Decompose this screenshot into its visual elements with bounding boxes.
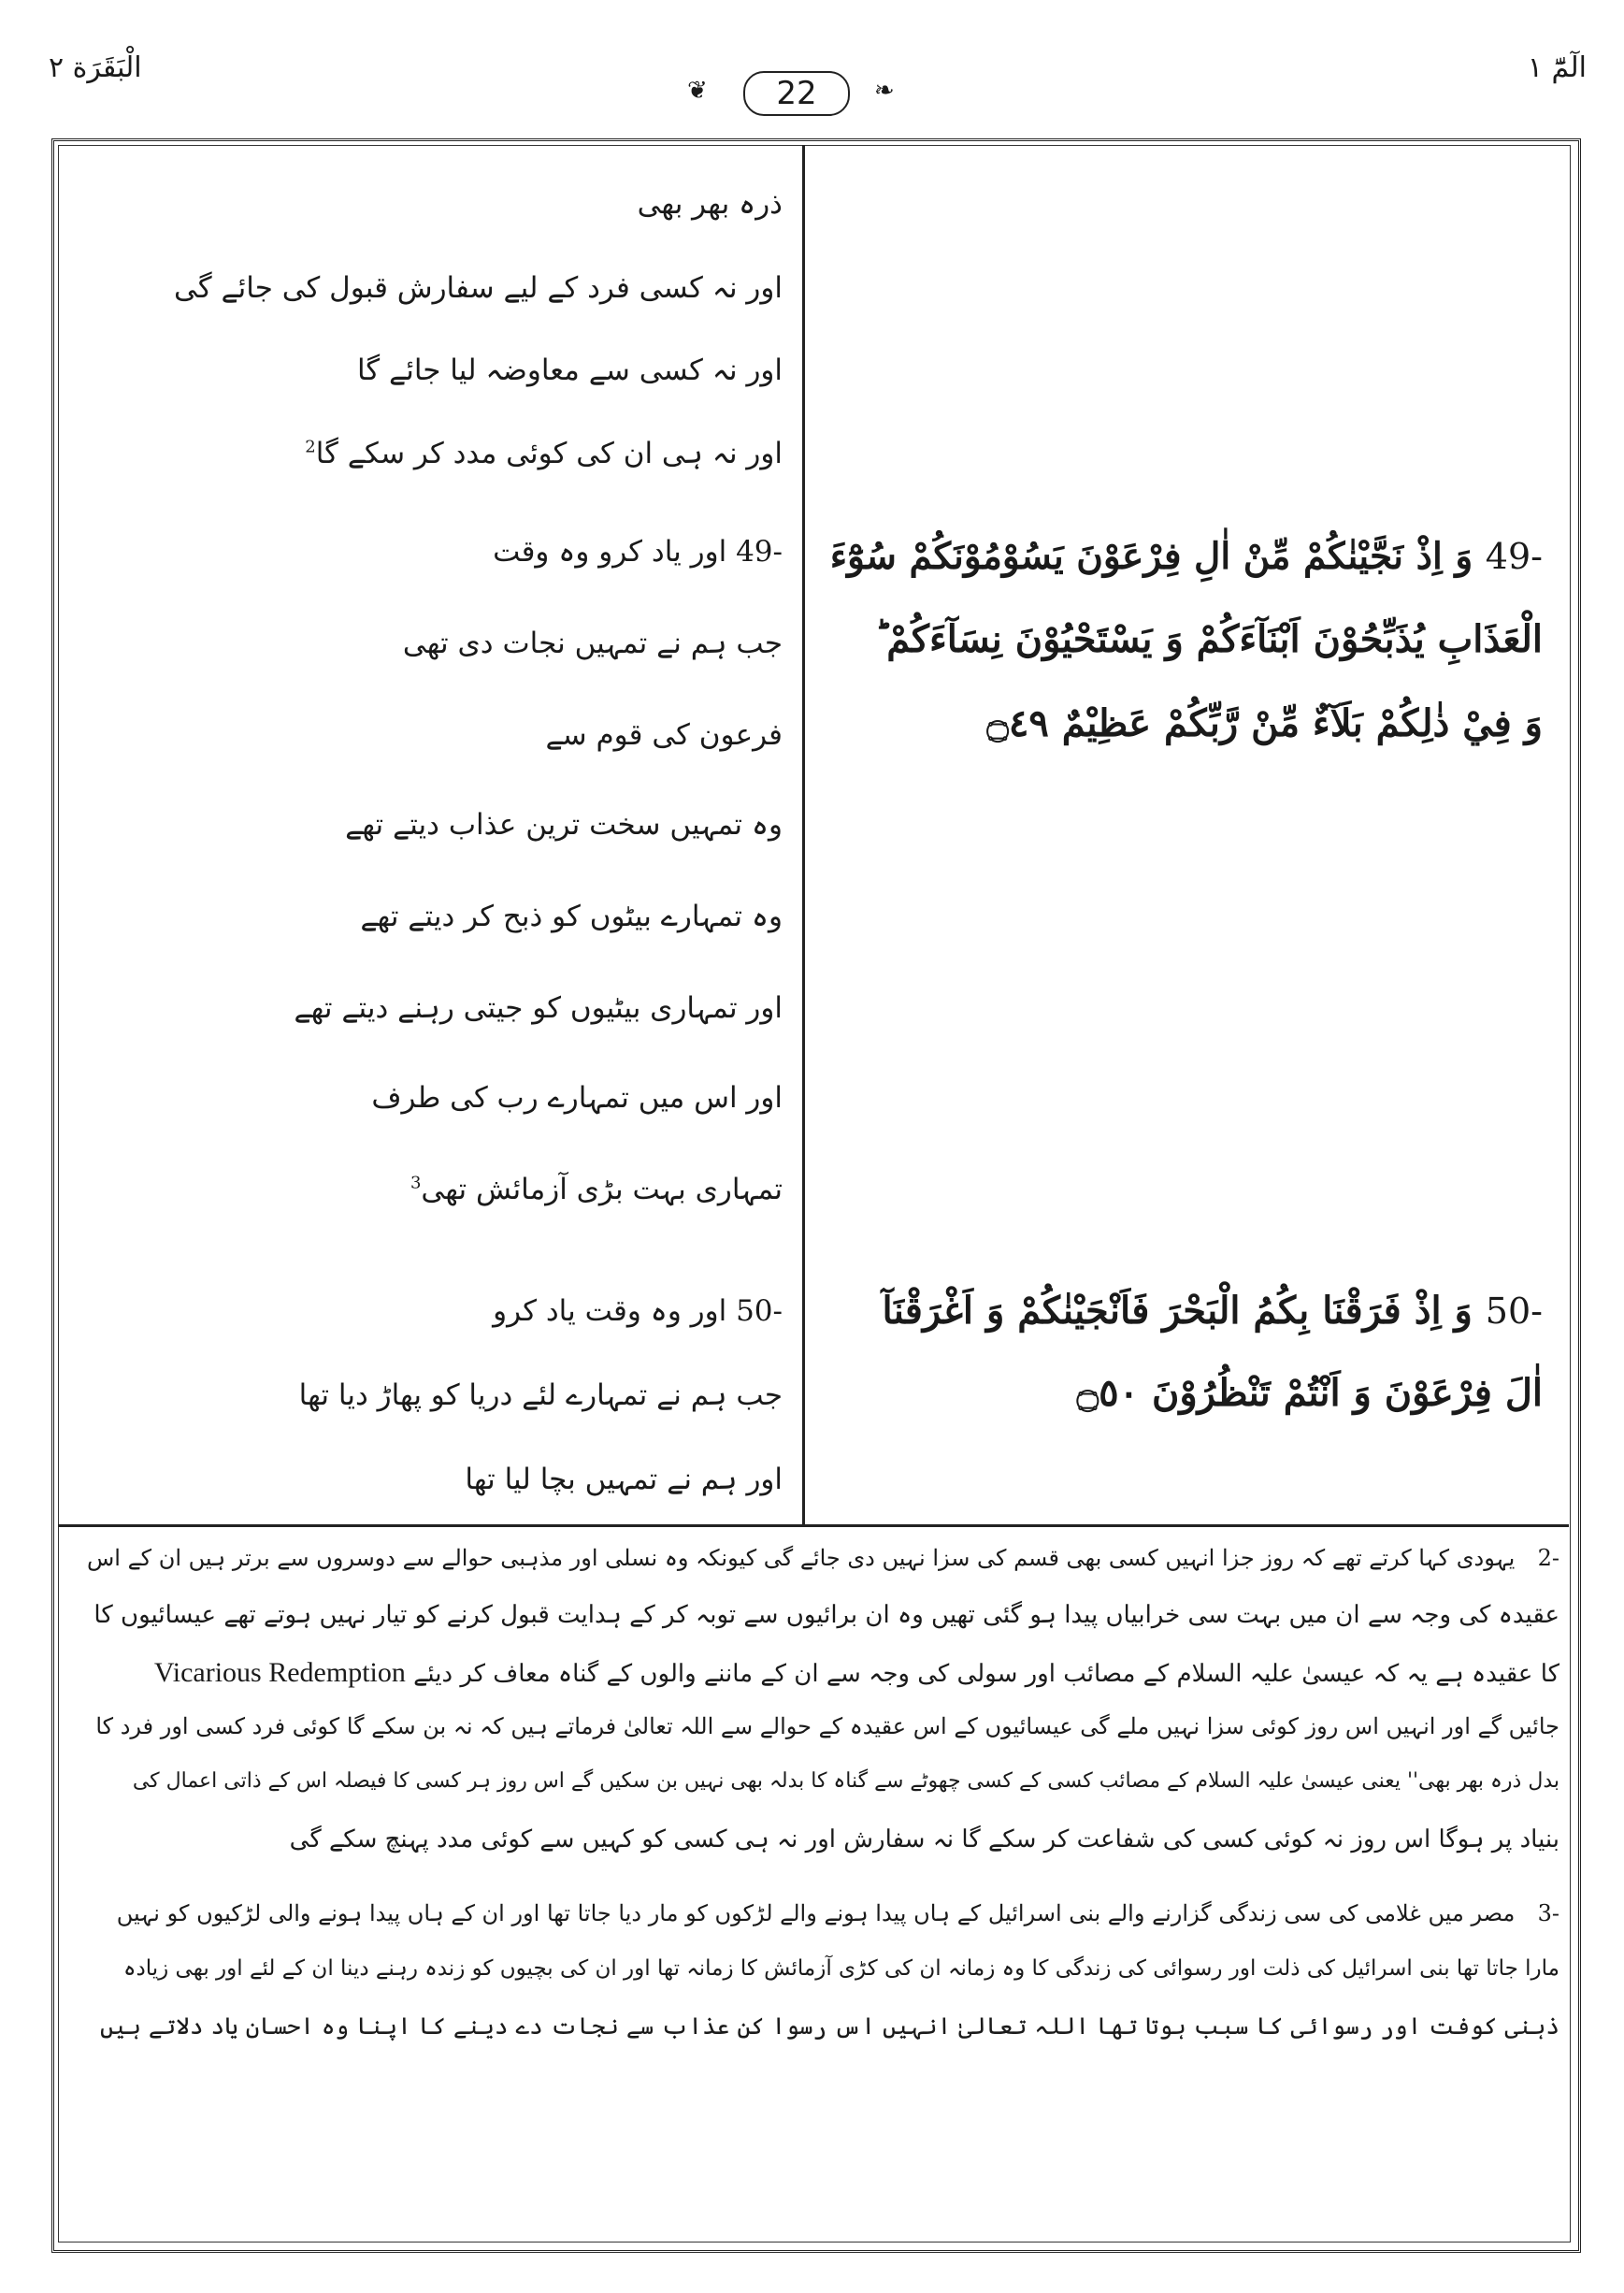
footnote-ref: 2 xyxy=(305,437,316,457)
page-number: 22 xyxy=(743,71,850,116)
footnote-2-line: بدل ذرہ بھر بھی'' یعنی عیسیٰ علیہ السلام کے مصائب کسی کے کسی چھوٹے سے گناہ کا بدلہ بھی نہیں بن سکیں گے اس روز ہر کسی کا فیصلہ اس کے ذاتی اعمال کی xyxy=(132,1769,1559,1793)
verse-49-line-3: وَ فِيْ ذٰلِكُمْ بَلَآءٌ مِّنْ رَّبِّكُمْ عَظِيْمٌ ۝٤٩ xyxy=(986,701,1543,745)
surah-name: الْبَقَرَة ٢ xyxy=(49,51,142,84)
footnote-2-line: جائیں گے اور انہیں اس روز کوئی سزا نہیں ملے گی عیسائیوں کے اس عقیدہ کے حوالے سے اللہ تعالیٰ فرماتے ہیں کہ نہ بن سکے گا کوئی فرد کسی اور فرد کا xyxy=(95,1713,1559,1739)
translation-line-with-ref xyxy=(63,1173,783,1206)
translation-line: جب ہم نے تمہارے لئے دریا کو پھاڑ دیا تھا xyxy=(298,1378,783,1412)
translation-text: اور نہ ہی ان کی کوئی مدد کر سکے گا xyxy=(315,437,783,470)
footnote-3-line: ذہنی کوفت اور رسوائی کا سبب ہوتا تھا اللہ تعالیٰ انہیں اس رسوا کن عذاب سے نجات دے دینے کا اپنا وہ احسان یاد دلاتے ہیں xyxy=(100,2012,1559,2040)
para-name: الٓمّٓ ١ xyxy=(1527,51,1587,84)
translation-line: ذرہ بھر بھی xyxy=(637,187,783,221)
translation-line-with-ref xyxy=(63,437,783,470)
footnote-text: کا عقیدہ ہے یہ کہ عیسیٰ علیہ السلام کے مصائب اور سولی کی وجہ سے ان کے ماننے والوں کے گناہ معاف کر دیئے xyxy=(413,1660,1559,1688)
footnote-2-line xyxy=(73,1657,1559,1689)
footnote-2-line xyxy=(73,1545,1559,1571)
verse-text: وَ اِذْ نَجَّيْنٰكُمْ مِّنْ اٰلِ فِرْعَوْنَ يَسُوْمُوْنَكُمْ سُوْٓءَ xyxy=(829,535,1473,578)
translation-text: تمہاری بہت بڑی آزمائش تھی xyxy=(421,1173,783,1206)
footnote-divider xyxy=(58,1524,1569,1527)
translation-line: اور نہ کسی فرد کے لیے سفارش قبول کی جائے گی xyxy=(174,271,783,305)
verse-50-line-2: اٰلَ فِرْعَوْنَ وَ اَنْتُمْ تَنْظُرُوْنَ ۝٥٠ xyxy=(1076,1371,1543,1415)
translation-line: اور تمہاری بیٹیوں کو جیتی رہنے دیتے تھے xyxy=(294,991,783,1025)
footnote-ref: 3 xyxy=(410,1173,422,1193)
left-flourish-icon: ❦ xyxy=(687,77,708,105)
verse-50-line-1 xyxy=(823,1289,1543,1333)
translation-line: جب ہم نے تمہیں نجات دی تھی xyxy=(402,627,783,660)
english-term: Vicarious Redemption xyxy=(153,1657,406,1688)
verse-text: وَ اِذْ فَرَقْنَا بِكُمُ الْبَحْرَ فَاَنْجَيْنٰكُمْ وَ اَغْرَقْنَآ xyxy=(882,1289,1473,1333)
footnote-number: -2 xyxy=(1537,1545,1559,1571)
translation-line: وہ تمہیں سخت ترین عذاب دیتے تھے xyxy=(345,808,783,842)
column-divider xyxy=(802,145,805,1525)
translation-line: اور نہ کسی سے معاوضہ لیا جائے گا xyxy=(356,353,783,387)
footnote-2-line: بنیاد پر ہوگا اس روز نہ کوئی کسی کی شفاعت کر سکے گا نہ سفارش اور نہ ہی کسی کو کہیں سے کوئی مدد پہنچ سکے گی xyxy=(289,1825,1559,1853)
footnote-2-line: عقیدہ کی وجہ سے ان میں بہت سی خرابیاں پیدا ہو گئی تھیں وہ ان برائیوں سے توبہ کر کے ہدایت قبول کرنے کو تیار نہیں ہوتے تھے عیسائیوں کا xyxy=(93,1601,1559,1629)
verse-number: -49 xyxy=(1485,536,1543,577)
translation-line: فرعون کی قوم سے xyxy=(545,718,783,752)
verse-49-line-1 xyxy=(823,535,1543,578)
footnote-text: یہودی کہا کرتے تھے کہ روز جزا انہیں کسی بھی قسم کی سزا نہیں دی جائے گی کیونکہ وہ نسلی اور مذہبی حوالے سے دوسروں سے برتر ہیں ان کے اس xyxy=(87,1545,1516,1571)
translation-line: -49 اور یاد کرو وہ وقت xyxy=(493,535,783,569)
verse-49-line-2: الْعَذَابِ يُذَبِّحُوْنَ اَبْنَآءَكُمْ وَ يَسْتَحْيُوْنَ نِسَآءَكُمْ ؕ xyxy=(874,617,1543,661)
translation-line: اور ہم نے تمہیں بچا لیا تھا xyxy=(465,1463,783,1496)
verse-number: -50 xyxy=(1485,1291,1543,1332)
right-flourish-icon: ❧ xyxy=(874,77,895,105)
footnote-number: -3 xyxy=(1537,1900,1559,1926)
footnote-3-line xyxy=(73,1900,1559,1926)
translation-line: -50 اور وہ وقت یاد کرو xyxy=(493,1294,783,1328)
translation-line: اور اس میں تمہارے رب کی طرف xyxy=(371,1081,783,1115)
footnote-3-line: مارا جاتا تھا بنی اسرائیل کی ذلت اور رسوائی کی زندگی کا وہ زمانہ ان کی کڑی آزمائش کا زمانہ تھا اور ان کی بچیوں کو زندہ رہنے دینا ان کے لئے اور بھی زیادہ xyxy=(123,1956,1559,1981)
footnote-text: مصر میں غلامی کی سی زندگی گزارنے والے بنی اسرائیل کے ہاں پیدا ہونے والے لڑکوں کو مار دیا جاتا تھا اور ان کے ہاں پیدا ہونے والی لڑکیوں کو نہیں xyxy=(116,1900,1516,1926)
page-number-ornament xyxy=(687,67,912,123)
translation-line: وہ تمہارے بیٹوں کو ذبح کر دیتے تھے xyxy=(360,900,783,933)
